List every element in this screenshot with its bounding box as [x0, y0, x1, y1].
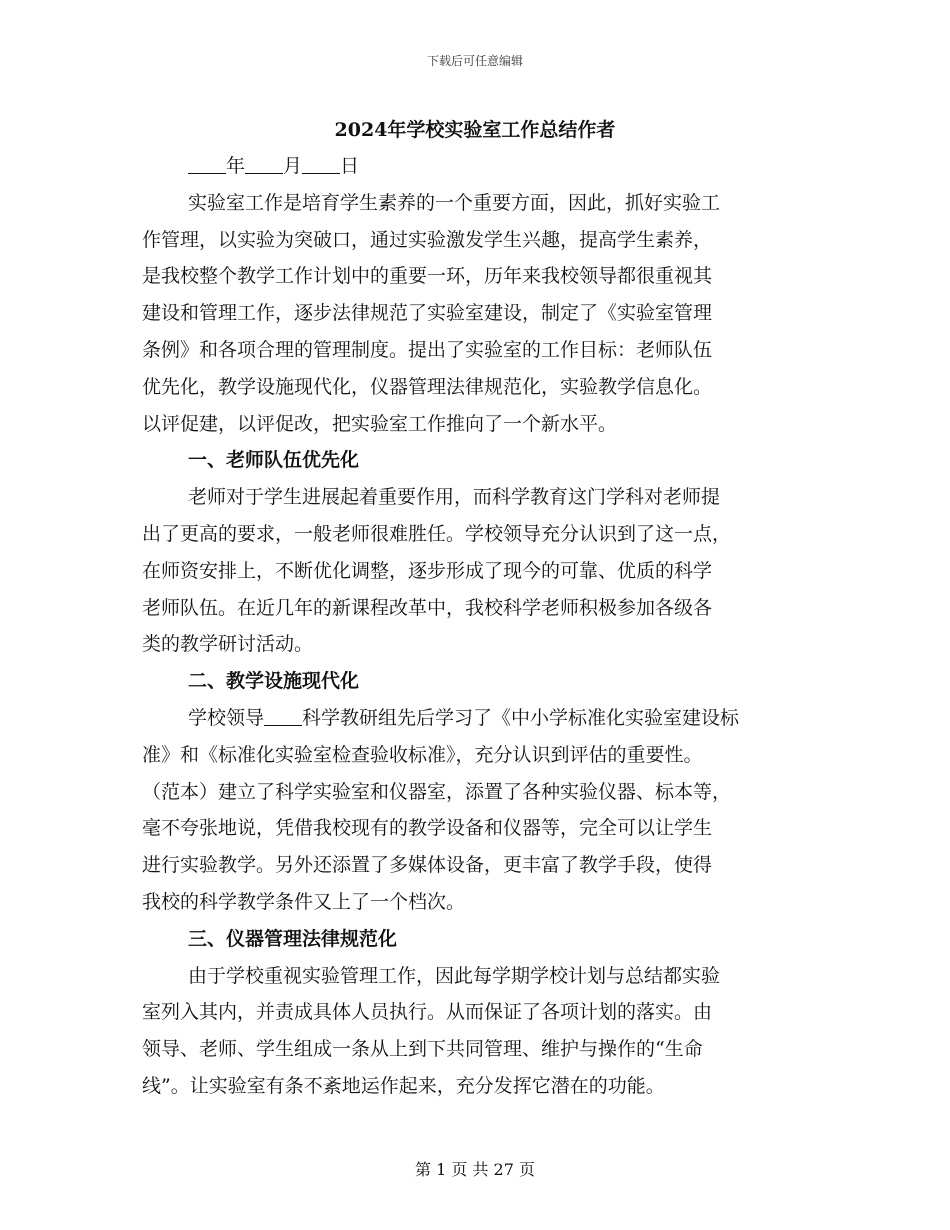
section2-line: （范本）建立了科学实验室和仪器室，添置了各种实验仪器、标本等，	[142, 780, 732, 803]
section-heading-teachers: 一、老师队伍优先化	[188, 449, 360, 472]
section2-line-end: 科学教研组先后学习了《中小学标准化实验室建设标	[302, 706, 740, 729]
section2-line: 毫不夸张地说，凭借我校现有的教学设备和仪器等，完全可以让学生	[142, 817, 713, 840]
section2-line-start: 学校领导	[188, 706, 265, 729]
month-blank	[245, 154, 283, 174]
section3-line: 线”。让实验室有条不紊地运作起来，充分发挥它潜在的功能。	[142, 1074, 665, 1097]
intro-line: 以评促建，以评促改，把实验室工作推向了一个新水平。	[142, 412, 618, 435]
intro-line: 条例》和各项合理的管理制度。提出了实验室的工作目标：老师队伍	[142, 338, 713, 361]
section1-line: 老师对于学生进展起着重要作用，而科学教育这门学科对老师提	[188, 486, 721, 509]
section-heading-facilities: 二、教学设施现代化	[188, 670, 360, 693]
section2-line	[142, 700, 812, 737]
intro-line: 是我校整个教学工作计划中的重要一环，历年来我校领导都很重视其	[142, 265, 713, 288]
page-header: 下载后可任意编辑	[426, 54, 523, 68]
document-title: 2024年学校实验室工作总结作者	[334, 119, 616, 141]
section3-line: 由于学校重视实验管理工作，因此每学期学校计划与总结都实验	[188, 964, 721, 987]
section2-line: 进行实验教学。另外还添置了多媒体设备，更丰富了教学手段，使得	[142, 854, 713, 877]
name-blank	[264, 706, 302, 726]
intro-line: 实验室工作是培育学生素养的一个重要方面，因此，抓好实验工	[188, 191, 721, 214]
date-line	[142, 148, 812, 185]
intro-line: 作管理，以实验为突破口，通过实验激发学生兴趣，提高学生素养，	[142, 228, 713, 251]
intro-line: 优先化，教学设施现代化，仪器管理法律规范化，实验教学信息化。	[142, 375, 713, 398]
section1-line: 在师资安排上，不断优化调整，逐步形成了现今的可靠、优质的科学	[142, 559, 713, 582]
intro-line: 建设和管理工作，逐步法律规范了实验室建设，制定了《实验室管理	[142, 302, 713, 325]
section3-line: 室列入其内，并责成具体人员执行。从而保证了各项计划的落实。由	[142, 1001, 713, 1024]
section-heading-instruments: 三、仪器管理法律规范化	[188, 927, 398, 950]
section1-line: 类的教学研讨活动。	[142, 633, 314, 656]
document-body	[142, 148, 812, 1105]
date-month-label: 月	[283, 155, 303, 177]
day-blank	[302, 154, 340, 174]
section1-line: 出了更高的要求，一般老师很难胜任。学校领导充分认识到了这一点，	[142, 522, 732, 545]
section2-line: 准》和《标准化实验室检查验收标准》，充分认识到评估的重要性。	[142, 743, 703, 766]
date-day-label: 日	[340, 155, 360, 177]
section3-line: 领导、老师、学生组成一条从上到下共同管理、维护与操作的“生命	[142, 1038, 703, 1061]
page-footer: 第 1 页 共 27 页	[415, 1160, 535, 1179]
section2-line: 我校的科学教学条件又上了一个档次。	[142, 890, 466, 913]
section1-line: 老师队伍。在近几年的新课程改革中，我校科学老师积极参加各级各	[142, 596, 713, 619]
date-year-label: 年	[226, 155, 246, 177]
year-blank	[188, 154, 226, 174]
